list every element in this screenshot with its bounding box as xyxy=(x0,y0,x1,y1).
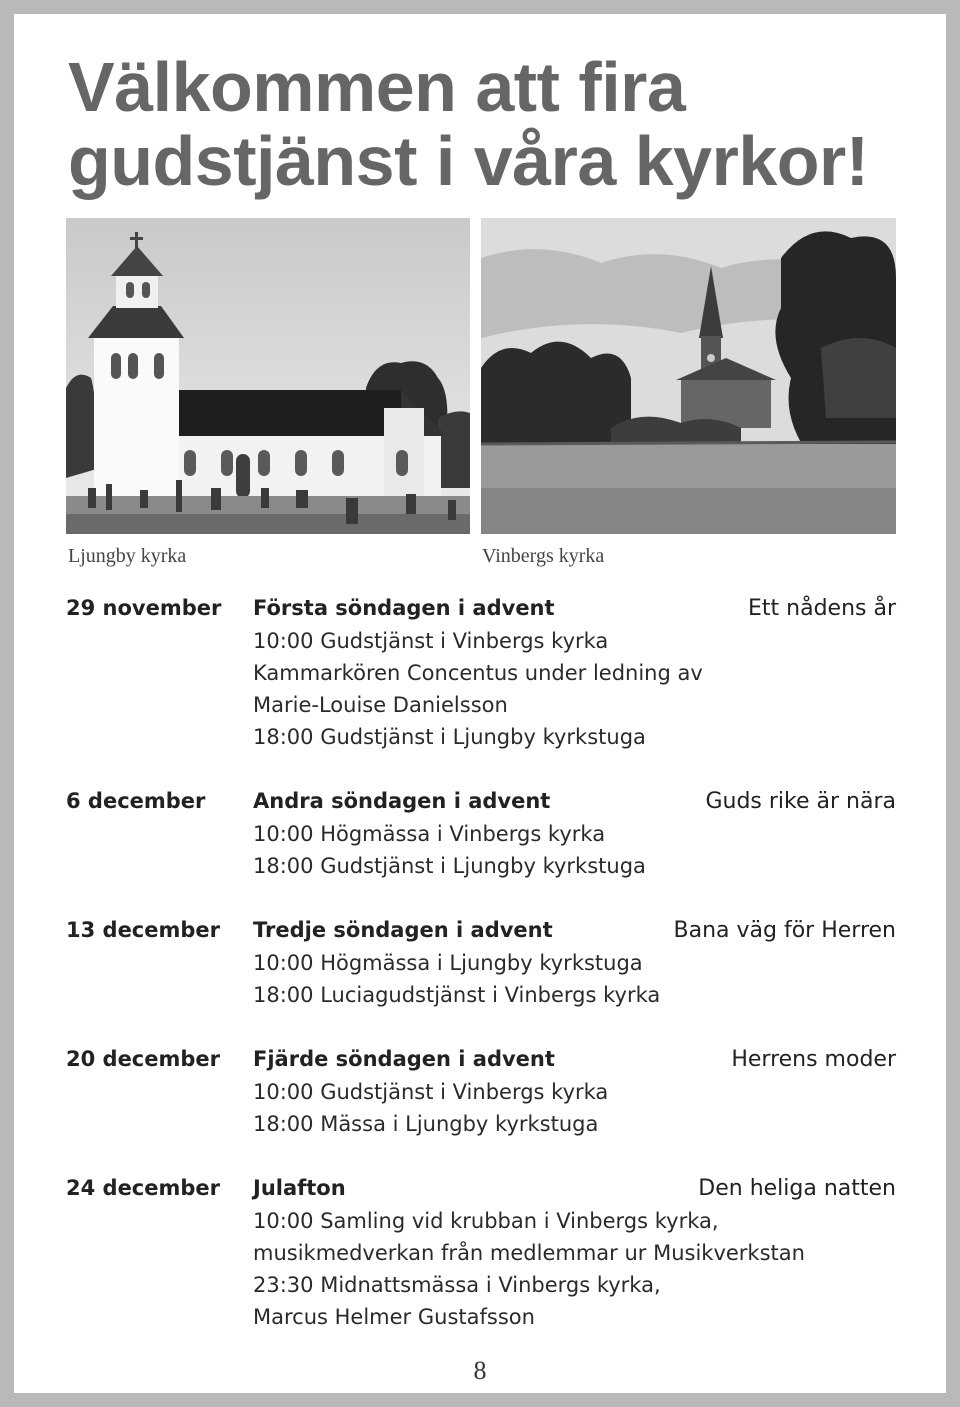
schedule-entry xyxy=(66,1172,896,1333)
service-schedule xyxy=(66,592,896,1365)
entry-day: Julafton xyxy=(253,1176,346,1200)
entry-line: Marcus Helmer Gustafsson xyxy=(253,1305,535,1329)
entry-theme: Den heliga natten xyxy=(698,1176,896,1201)
entry-day: Fjärde söndagen i advent xyxy=(253,1047,555,1071)
entry-line: 18:00 Gudstjänst i Ljungby kyrkstuga xyxy=(253,854,646,878)
entry-date: 13 december xyxy=(66,918,221,942)
entry-line: 10:00 Samling vid krubban i Vinbergs kyrka, xyxy=(253,1209,719,1233)
schedule-entry xyxy=(66,1043,896,1140)
entry-line: 10:00 Högmässa i Ljungby kyrkstuga xyxy=(253,951,643,975)
title-line-2: gudstjänst i våra kyrkor! xyxy=(68,122,869,200)
entry-date: 20 december xyxy=(66,1047,221,1071)
vinbergs-church-photo xyxy=(481,218,896,534)
entry-theme: Herrens moder xyxy=(731,1047,896,1072)
entry-date: 29 november xyxy=(66,596,222,620)
entry-line: Marie-Louise Danielsson xyxy=(253,693,508,717)
entry-day: Första söndagen i advent xyxy=(253,596,555,620)
entry-theme: Ett nådens år xyxy=(748,596,896,621)
entry-line: 18:00 Gudstjänst i Ljungby kyrkstuga xyxy=(253,725,646,749)
schedule-entry xyxy=(66,785,896,882)
title-line-1: Välkommen att fira xyxy=(68,48,686,126)
entry-day: Tredje söndagen i advent xyxy=(253,918,553,942)
entry-line: Kammarkören Concentus under ledning av xyxy=(253,661,703,685)
schedule-entry xyxy=(66,914,896,1011)
entry-line: 23:30 Midnattsmässa i Vinbergs kyrka, xyxy=(253,1273,661,1297)
page-number: 8 xyxy=(473,1356,487,1385)
entry-theme: Bana väg för Herren xyxy=(673,918,896,943)
entry-line: 18:00 Mässa i Ljungby kyrkstuga xyxy=(253,1112,599,1136)
entry-day: Andra söndagen i advent xyxy=(253,789,551,813)
entry-line: 18:00 Luciagudstjänst i Vinbergs kyrka xyxy=(253,983,661,1007)
entry-line: 10:00 Gudstjänst i Vinbergs kyrka xyxy=(253,1080,609,1104)
entry-line: musikmedverkan från medlemmar ur Musikverkstan xyxy=(253,1241,805,1265)
ljungby-church-photo xyxy=(66,218,470,534)
entry-line: 10:00 Högmässa i Vinbergs kyrka xyxy=(253,822,606,846)
schedule-entry xyxy=(66,592,896,753)
vinbergs-caption: Vinbergs kyrka xyxy=(482,545,605,567)
entry-date: 6 december xyxy=(66,789,206,813)
entry-theme: Guds rike är nära xyxy=(705,789,896,814)
ljungby-caption: Ljungby kyrka xyxy=(68,545,187,567)
page-title xyxy=(68,50,869,198)
entry-line: 10:00 Gudstjänst i Vinbergs kyrka xyxy=(253,629,609,653)
entry-date: 24 december xyxy=(66,1176,221,1200)
